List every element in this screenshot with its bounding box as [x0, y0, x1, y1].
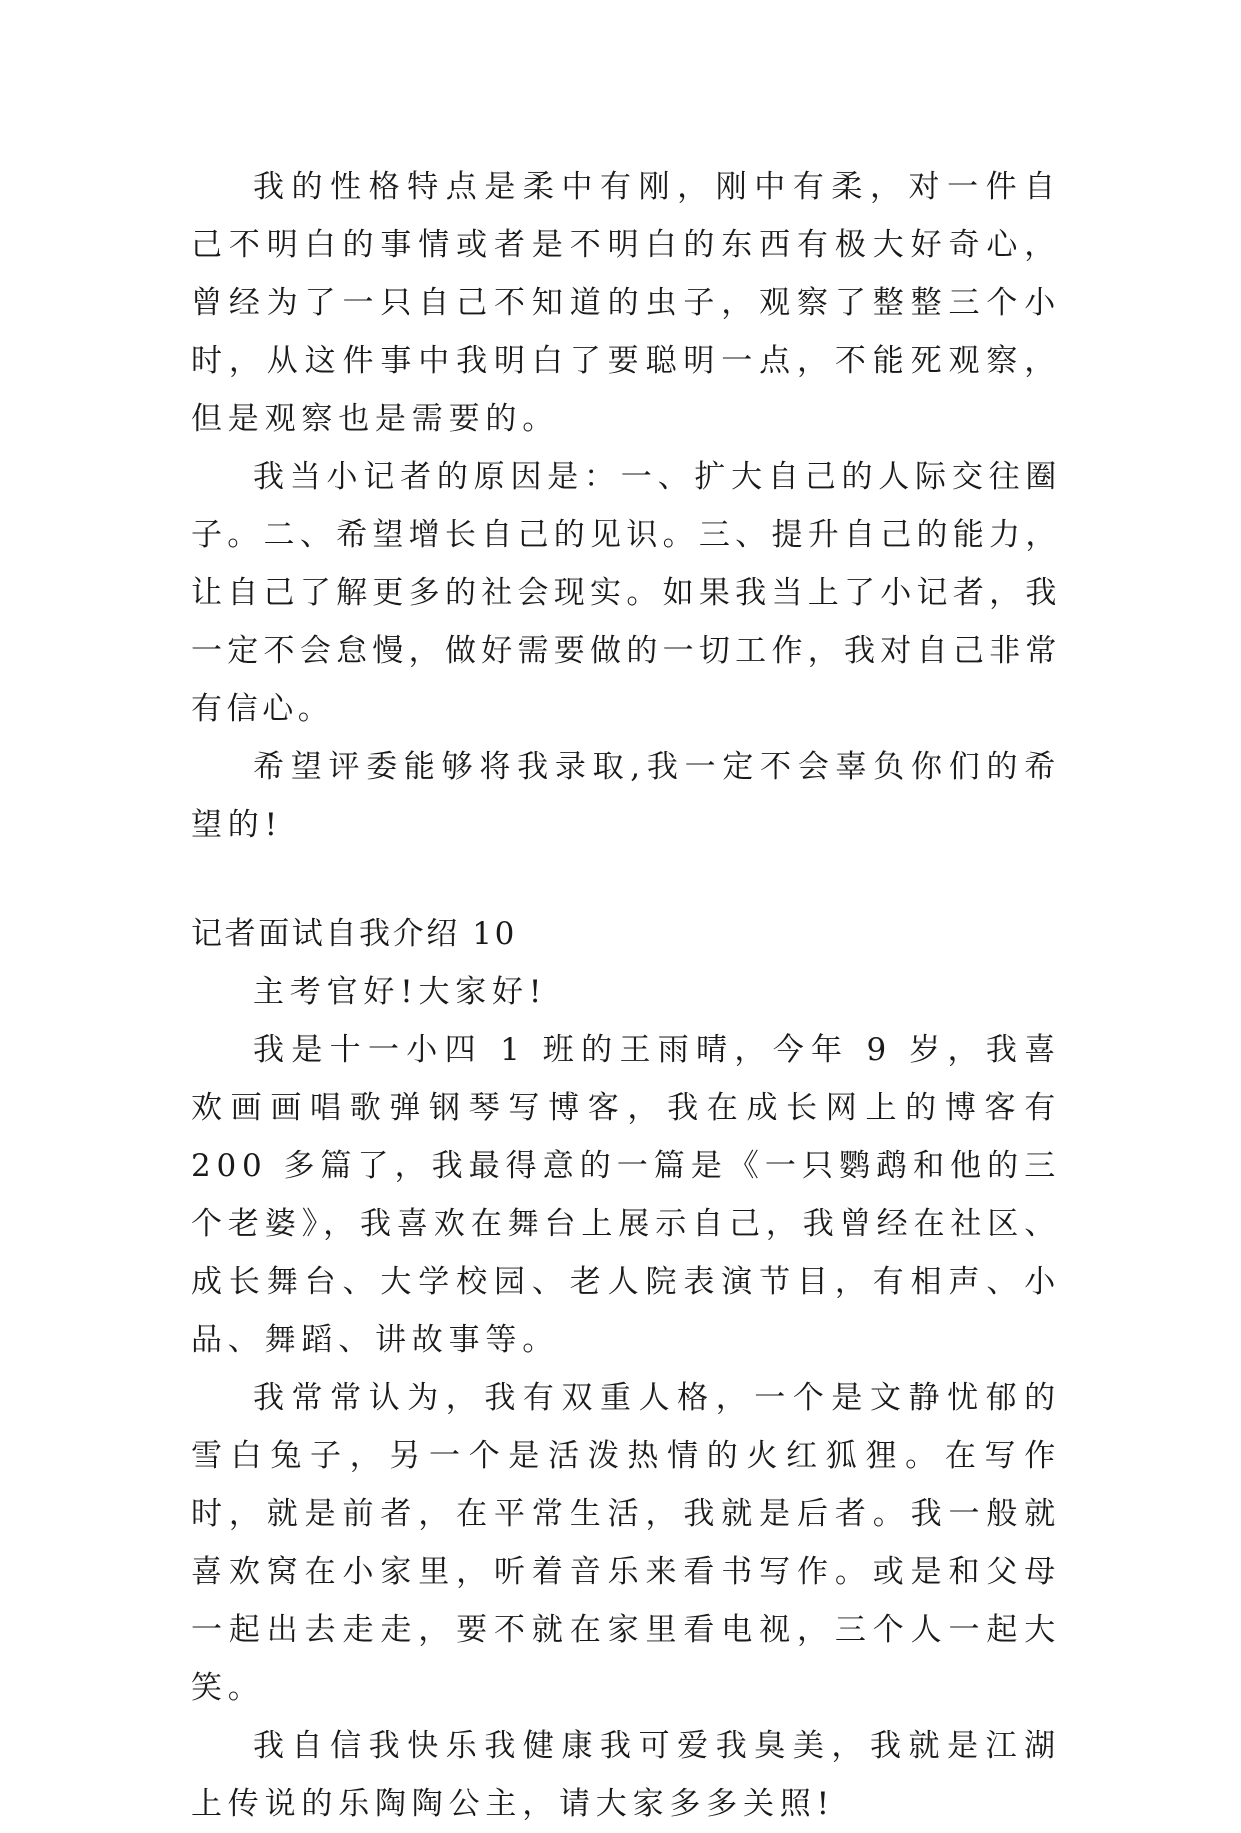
paragraph-closing: 我自信我快乐我健康我可爱我臭美，我就是江湖上传说的乐陶陶公主，请大家多多关照! — [191, 1728, 1061, 1822]
paragraph-hope: 希望评委能够将我录取,我一定不会辜负你们的希望的! — [191, 749, 1061, 843]
document-body — [191, 158, 1061, 1833]
paragraph-greeting: 主考官好!大家好! — [253, 974, 548, 1010]
paragraph-dual-personality: 我常常认为，我有双重人格，一个是文静忧郁的雪白兔子，另一个是活泼热情的火红狐狸。在写作时，就是前者，在平常生活，我就是后者。我一般就喜欢窝在小家里，听着音乐来看书写作。或是和父母一起出去走走，要不就在家里看电视，三个人一起大笑。 — [191, 1380, 1061, 1706]
paragraph-personality: 我的性格特点是柔中有刚，刚中有柔，对一件自己不明白的事情或者是不明白的东西有极大好奇心，曾经为了一只自己不知道的虫子，观察了整整三个小时，从这件事中我明白了要聪明一点，不能死观察，但是观察也是需要的。 — [191, 169, 1061, 437]
paragraph-introduction: 我是十一小四 1 班的王雨晴，今年 9 岁，我喜欢画画唱歌弹钢琴写博客，我在成长网上的博客有 200 多篇了，我最得意的一篇是《一只鹦鹉和他的三个老婆》，我喜欢在舞台上展示自己，我曾经在社区、成长舞台、大学校园、老人院表演节目，有相声、小品、舞蹈、讲故事等。 — [191, 1032, 1061, 1358]
paragraph-reasons: 我当小记者的原因是：一、扩大自己的人际交往圈子。二、希望增长自己的见识。三、提升自己的能力，让自己了解更多的社会现实。如果我当上了小记者，我一定不会怠慢，做好需要做的一切工作，我对自己非常有信心。 — [191, 459, 1061, 727]
section-heading: 记者面试自我介绍 10 — [191, 916, 517, 952]
